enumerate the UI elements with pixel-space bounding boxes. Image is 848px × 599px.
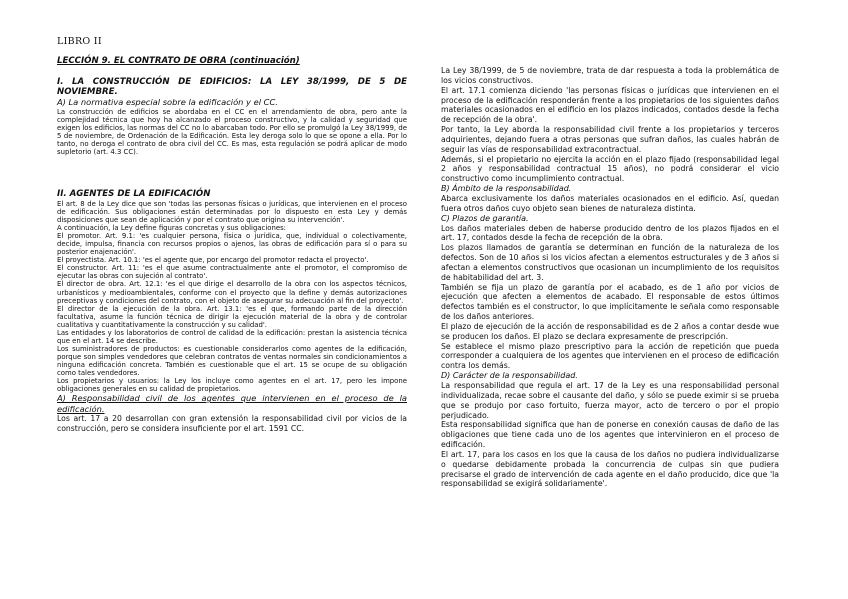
section-2-body [57, 200, 407, 434]
paragraph: A continuación, la Ley define figuras concretas y sus obligaciones: [57, 224, 286, 233]
section-1-paragraph: La construcción de edificios se abordaba en el CC en el arrendamiento de obra, pero ante la complejidad técnica que hoy ha alcanzado el proceso constructivo, y la calidad y seguridad que exigen los edificios, las normas del CC no lo abarcaban todo. Por ello se promulgó la Ley 38/1999, de 5 de noviembre, de Ordenación de la Edificación. Esta ley deroga solo lo que se opone a ella. Por lo tanto, no deroga el contrato de obra civil del CC. Es mas, esta regulación se podrá aplicar de modo supletorio (art. 4.3 CC). [57, 107, 407, 156]
section-1-heading: I. LA CONSTRUCCIÓN DE EDIFICIOS: LA LEY 38/1999, DE 5 DE NOVIEMBRE. [57, 77, 407, 97]
paragraph: La responsabilidad que regula el art. 17 de la Ley es una responsabilidad personal individualizada, recae sobre el causante del daño, y sólo se puede eximir si se prueba que se produjo por caso fortuito, fuerza mayor, acto de tercero o por el propio perjudicado. [441, 381, 779, 420]
paragraph: El director de la ejecución de la obra. Art. 13.1: 'es el que, formando parte de la dirección facultativa, asume la función técnica de dirigir la ejecución material de la obra y de controlar cualitativa y cuantitativamente la construcción y su calidad'. [57, 304, 407, 329]
paragraph: También se fija un plazo de garantía por el acabado, es de 1 año por vicios de ejecución que afecten a elementos de acabado. El responsable de estos últimos defectos también es el constructor, lo que implícitamente le señala como responsable de los daños anteriores. [441, 282, 779, 322]
paragraph: Además, si el propietario no ejercita la acción en el plazo fijado (responsabilidad legal 2 años y responsabilidad contractual 15 años), no podrá considerar el vicio constructivo como incumplimiento contractual. [441, 154, 779, 184]
paragraph: Esta responsabilidad significa que han de ponerse en conexión causas de daño de las obligaciones que tiene cada uno de los agentes que intervinieron en el proceso de edificación. [441, 420, 779, 450]
paragraph: El director de obra. Art. 12.1: 'es el que dirige el desarrollo de la obra con los aspectos técnicos, urbanísticos y medioambientales, conforme con el proyecto que la define y demás autorizaciones preceptivas y condiciones del contrato, con el objeto de asegurar su adecuación al fin del proyecto'. [57, 280, 407, 305]
section-2-closing: Los art. 17 a 20 desarrollan con gran extensión la responsabilidad civil por vicios de la construcción, pero se considera insuficiente por el art. 1591 CC. [57, 414, 407, 433]
paragraph: El art. 17, para los casos en los que la causa de los daños no pudiera individualizarse o quedarse debidamente probada la concurrencia de culpas sin que pudiera precisarse el grado de intervención de cada agente en el daño producido, dice que 'la responsabilidad se exigirá solidariamente'. [441, 449, 779, 489]
paragraph: Abarca exclusivamente los daños materiales ocasionados en el edificio. Así, quedan fuera otros daños cuyo objeto sean bienes de naturaleza distinta. [441, 193, 779, 213]
subheading-c: C) Plazos de garantía. [441, 213, 529, 223]
section-1-body [57, 97, 407, 156]
subheading-d: D) Carácter de la responsabilidad. [441, 371, 578, 381]
paragraph: La Ley 38/1999, de 5 de noviembre, trata de dar respuesta a toda la problemática de los vicios constructivos. [441, 66, 779, 85]
paragraph: El art. 8 de la Ley dice que son 'todas las personas físicas o jurídicas, que intervienen en el proceso de edificación. Sus obligaciones están determinadas por lo dispuesto en esta Ley y demás disposiciones que sean de aplicación y por el contrato que origina su intervención'. [57, 200, 407, 225]
right-column [441, 66, 779, 489]
paragraph: Por tanto, la Ley aborda la responsabilidad civil frente a los propietarios y terceros adquirientes, dejando fuera a otras personas que sufran daños, las cuales habrán de seguir las vías de responsabilidad extracontractual. [441, 125, 779, 154]
paragraph: El plazo de ejecución de la acción de responsabilidad es de 2 años a contar desde wue se producen los daños. El plazo se declara expresamente de prescripción. [441, 321, 779, 341]
paragraph: Los plazos llamados de garantía se determinan en función de la naturaleza de los defectos. Son de 10 años si los vicios afectan a elementos estructurales y de 3 años si afectan a elementos constructivos que ocasionan un incumplimiento de los requisitos de habitabilidad del art. 3. [441, 243, 779, 282]
paragraph: El promotor. Art. 9.1: 'es cualquier persona, física o jurídica, que, individual o colectivamente, decide, impulsa, financia con recursos propios o ajenos, las obras de edificación para sí o para su posterior enajenación'. [57, 232, 407, 257]
paragraph: El proyectista. Art. 10.1: 'es el agente que, por encargo del promotor redacta el proyecto'. [57, 256, 369, 265]
paragraph: Los suministradores de productos: es cuestionable considerarlos como agentes de la edificación, porque son simples vendedores que celebran contratos de ventas normales sin condicionamientos a ninguna edificación concreta. También es cuestionable que el art. 15 se ocupe de su obligación como tales vendedores. [57, 344, 407, 377]
paragraph: El constructor. Art. 11: 'es el que asume contractualmente ante el promotor, el compromiso de ejecutar las obras con sujeción al contrato'. [57, 264, 407, 281]
paragraph: Las entidades y los laboratorios de control de calidad de la edificación: prestan la asistencia técnica que en el art. 14 se describe. [57, 328, 407, 345]
section-2-subheading-a: A) Responsabilidad civil de los agentes que intervienen en el proceso de la edificación. [57, 393, 407, 414]
lesson-title: LECCIÓN 9. EL CONTRATO DE OBRA (continuación) [57, 56, 300, 66]
section-1-subheading-a: A) La normativa especial sobre la edificación y el CC. [57, 97, 278, 107]
subheading-b: B) Ámbito de la responsabilidad. [441, 184, 572, 194]
paragraph: El art. 17.1 comienza diciendo 'las personas físicas o jurídicas que intervienen en el proceso de la edificación responderán frente a los propietarios de los siguientes daños materiales ocasionados en el edificio en los plazos indicados, contados desde la fecha de recepción de la obra'. [441, 85, 779, 125]
paragraph: Se establece el mismo plazo prescriptivo para la acción de repetición que pueda corresponder a cualquiera de los agentes que intervienen en el proceso de edificación contra los demás. [441, 341, 779, 371]
paragraph: Los daños materiales deben de haberse producido dentro de los plazos fijados en el art. 17, contados desde la fecha de recepción de la obra. [441, 223, 779, 243]
section-2-heading: II. AGENTES DE LA EDIFICACIÓN [57, 189, 211, 199]
paragraph: Los propietarios y usuarios: la Ley los incluye como agentes en el art. 17, pero les impone obligaciones generales en su calidad de propietarios. [57, 377, 407, 394]
book-label: LIBRO II [57, 36, 102, 47]
